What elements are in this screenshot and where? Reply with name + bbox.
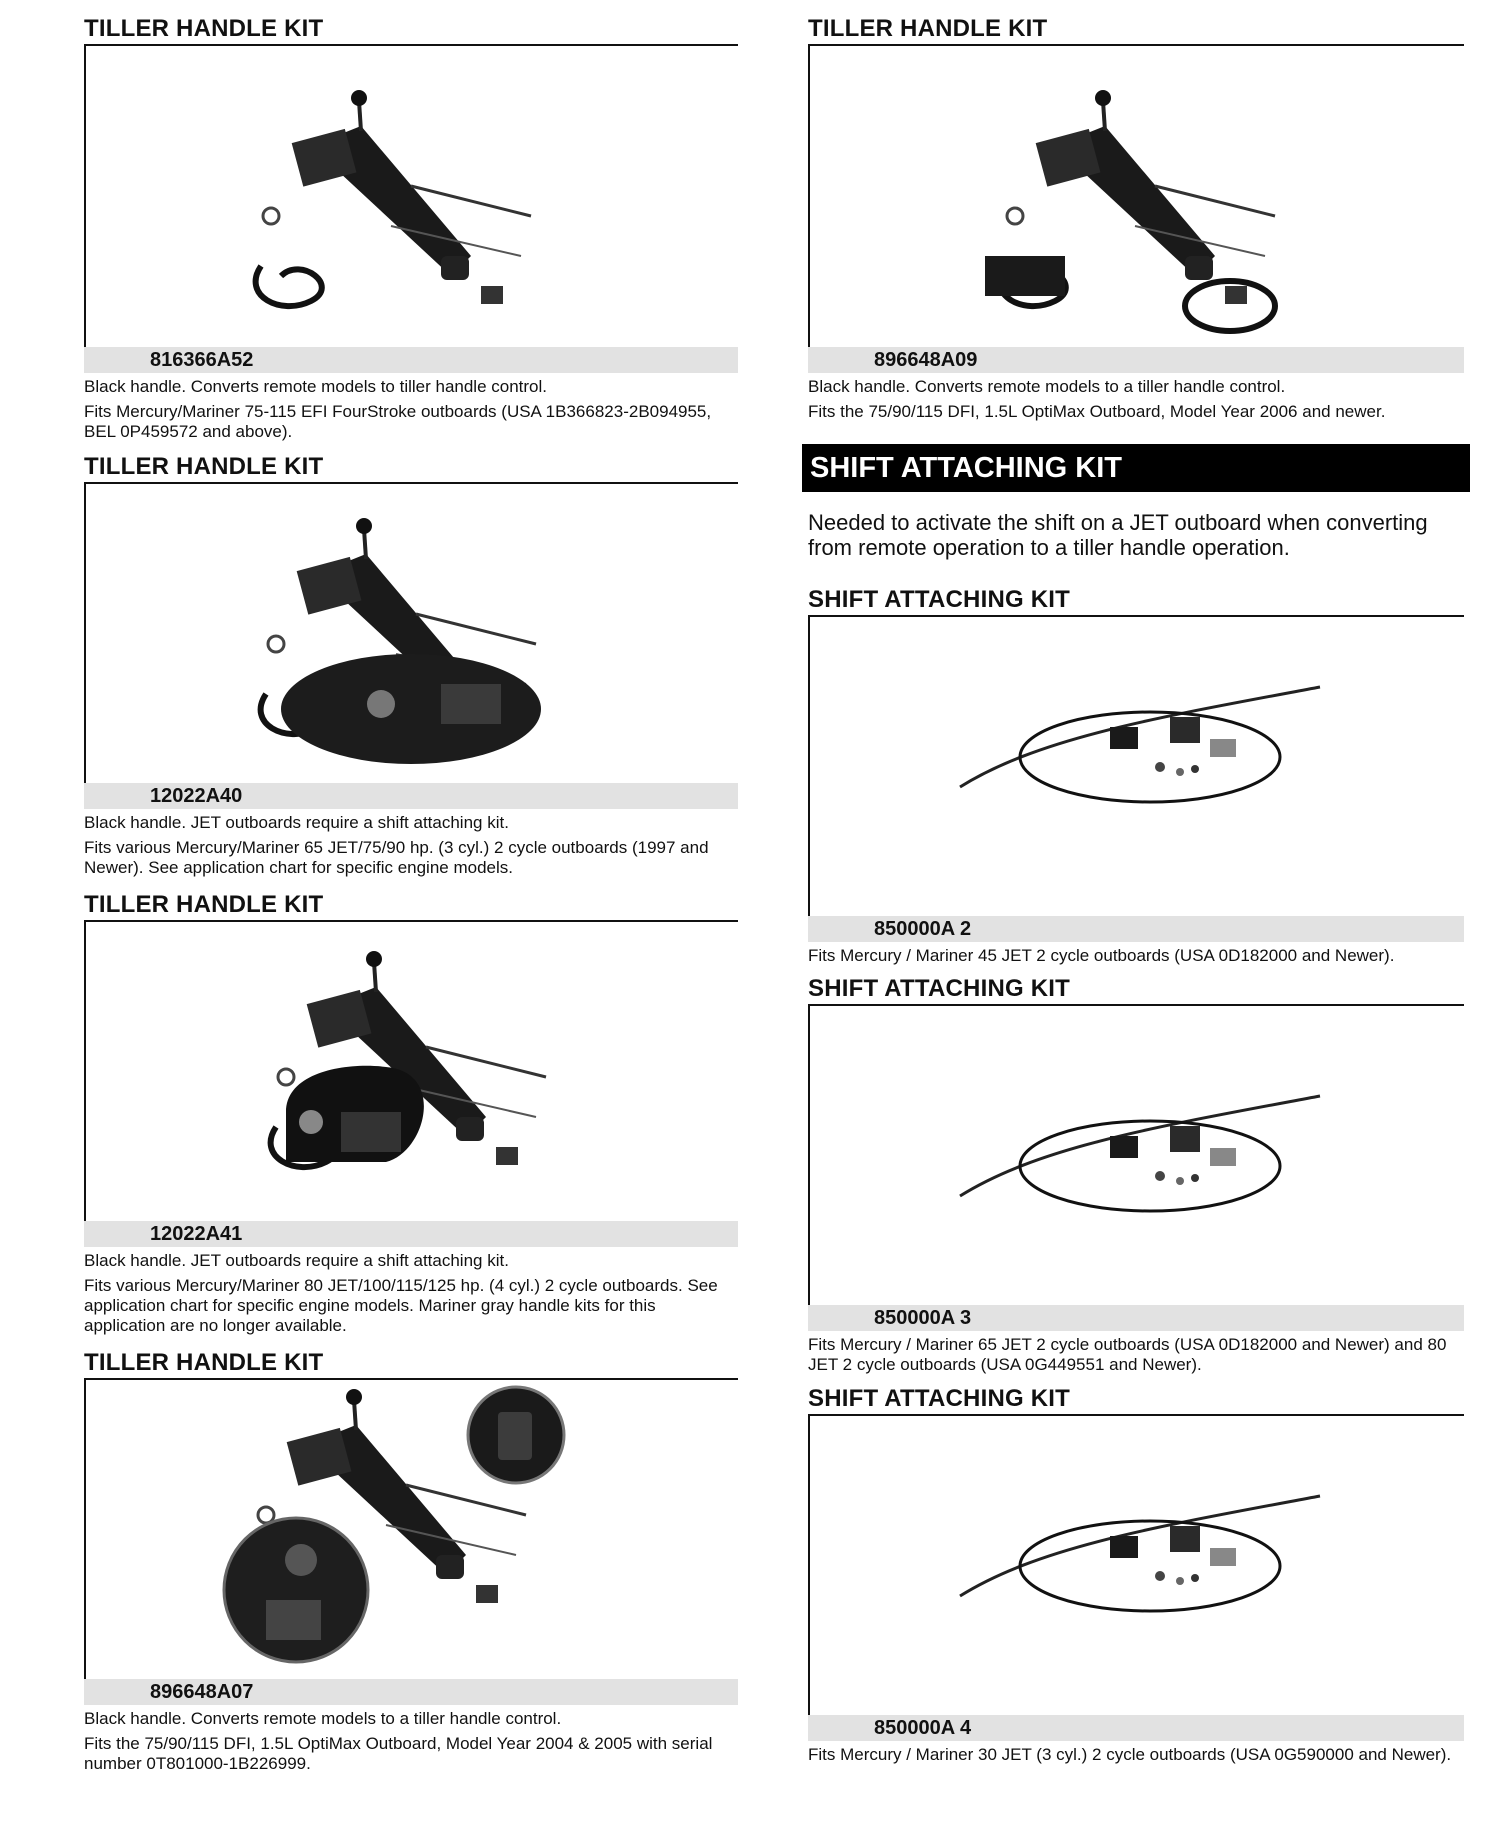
product-entry [84,1348,738,1774]
part-number: 896648A09 [808,347,1464,373]
shift-cable-photo-icon [810,1416,1466,1715]
section-title: TILLER HANDLE KIT [84,452,738,484]
part-number: 850000A 2 [808,916,1464,942]
part-number: 850000A 3 [808,1305,1464,1331]
shift-cable-photo-icon [810,1006,1466,1305]
shift-cable-photo-icon [810,617,1466,916]
product-image [808,617,1464,916]
product-entry [84,890,738,1336]
product-entry [84,14,738,442]
description-line: Fits Mercury / Mariner 45 JET 2 cycle outboards (USA 0D182000 and Newer). [808,946,1395,965]
product-image [84,922,738,1221]
section-intro: Needed to activate the shift on a JET outboard when converting from remote operation to a tiller handle operation. [808,510,1428,560]
product-image [808,1006,1464,1305]
section-title: SHIFT ATTACHING KIT [808,585,1464,617]
section-title: SHIFT ATTACHING KIT [808,1384,1464,1416]
product-image [84,46,738,347]
section-title: TILLER HANDLE KIT [808,14,1464,46]
product-entry [808,585,1464,966]
tiller-handle-photo-icon [86,922,740,1221]
description-line: Black handle. Converts remote models to a tiller handle control. [808,377,1286,396]
section-title: TILLER HANDLE KIT [84,890,738,922]
tiller-handle-photo-icon [86,46,740,347]
tiller-handle-photo-icon [810,46,1466,347]
part-number: 816366A52 [84,347,738,373]
description-line: Black handle. JET outboards require a shift attaching kit. [84,813,509,832]
product-entry [808,1384,1464,1765]
description-line: Fits the 75/90/115 DFI, 1.5L OptiMax Outboard, Model Year 2004 & 2005 with serial number 0T801000-1B226999. [84,1734,713,1773]
product-entry [808,974,1464,1375]
shift-attaching-banner: SHIFT ATTACHING KIT [802,444,1470,492]
product-image [84,1380,738,1679]
description-line: Black handle. JET outboards require a shift attaching kit. [84,1251,509,1270]
tiller-handle-photo-icon [86,484,740,783]
section-title: TILLER HANDLE KIT [84,14,738,46]
product-image [808,1416,1464,1715]
part-number: 12022A41 [84,1221,738,1247]
description-line: Fits Mercury/Mariner 75-115 EFI FourStroke outboards (USA 1B366823-2B094955, BEL 0P459572 and above). [84,402,712,441]
part-number: 896648A07 [84,1679,738,1705]
part-number: 12022A40 [84,783,738,809]
description-line: Fits various Mercury/Mariner 80 JET/100/115/125 hp. (4 cyl.) 2 cycle outboards. See application chart for specific engine models. Mariner gray handle kits for this application are no longer available. [84,1276,718,1335]
description-line: Fits Mercury / Mariner 30 JET (3 cyl.) 2 cycle outboards (USA 0G590000 and Newer). [808,1745,1452,1764]
product-entry [808,14,1464,422]
section-title: SHIFT ATTACHING KIT [808,974,1464,1006]
description-line: Black handle. Converts remote models to a tiller handle control. [84,1709,562,1728]
part-number: 850000A 4 [808,1715,1464,1741]
product-image [84,484,738,783]
description-line: Fits various Mercury/Mariner 65 JET/75/90 hp. (3 cyl.) 2 cycle outboards (1997 and Newer). See application chart for specific engine models. [84,838,709,877]
description-line: Fits Mercury / Mariner 65 JET 2 cycle outboards (USA 0D182000 and Newer) and 80 JET 2 cycle outboards (USA 0G449551 and Newer). [808,1335,1447,1374]
product-entry [84,452,738,878]
tiller-handle-photo-icon [86,1380,740,1679]
description-line: Fits the 75/90/115 DFI, 1.5L OptiMax Outboard, Model Year 2006 and newer. [808,402,1386,421]
section-title: TILLER HANDLE KIT [84,1348,738,1380]
description-line: Black handle. Converts remote models to tiller handle control. [84,377,548,396]
product-image [808,46,1464,347]
